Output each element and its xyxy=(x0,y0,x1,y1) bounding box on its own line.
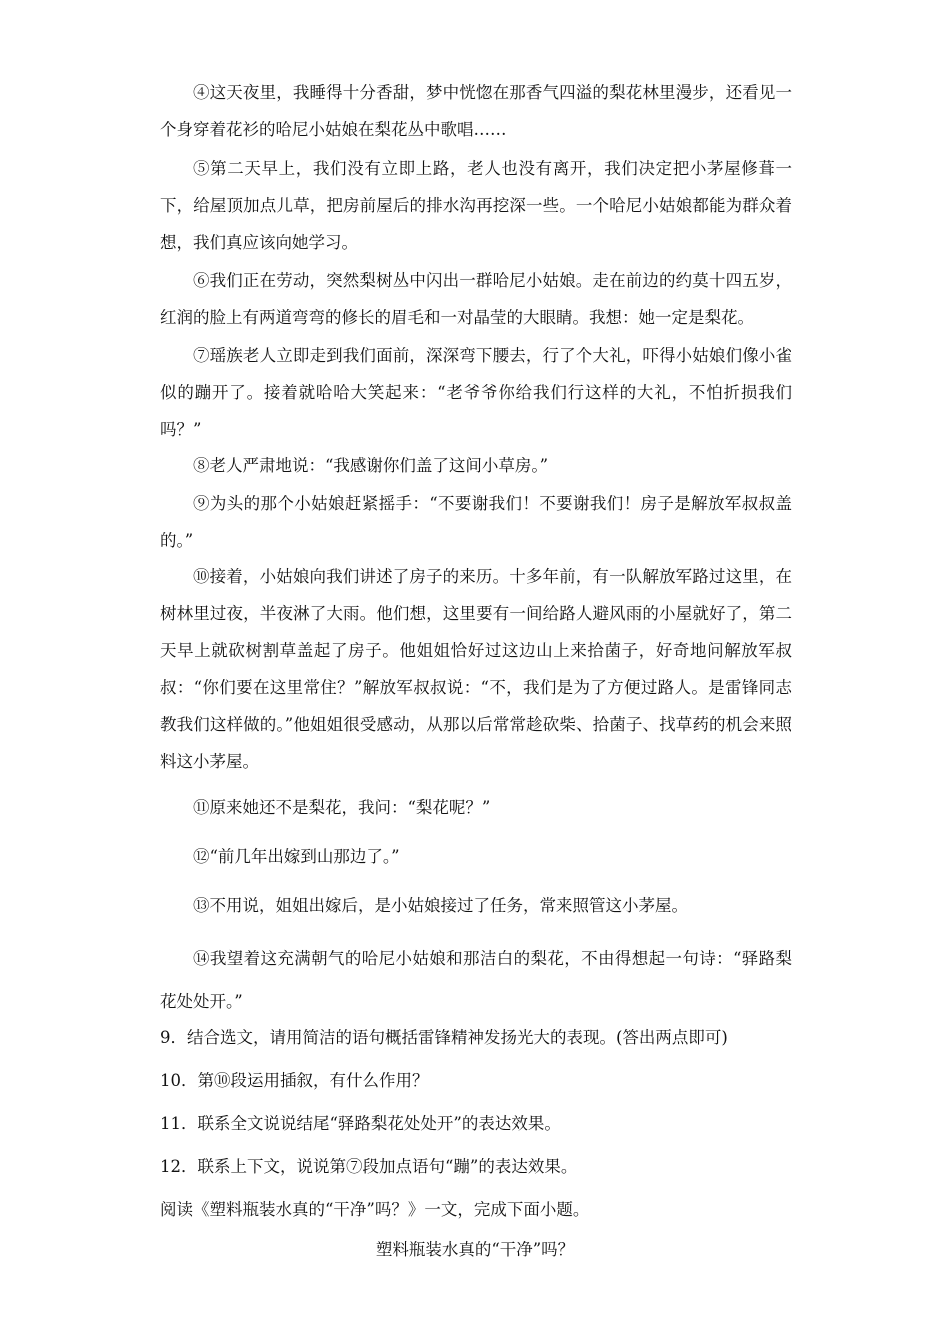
question-12: 12．联系上下文，说说第⑦段加点语句“蹦”的表达效果。 xyxy=(160,1157,578,1176)
paragraph-9: ⑨为头的那个小姑娘赶紧摇手：“不要谢我们！不要谢我们！房子是解放军叔叔盖的。” xyxy=(160,494,792,550)
paragraph-13: ⑬不用说，姐姐出嫁后，是小姑娘接过了任务，常来照管这小茅屋。 xyxy=(193,896,688,915)
paragraph-4: ④这天夜里，我睡得十分香甜，梦中恍惚在那香气四溢的梨花林里漫步，还看见一个身穿着花衫的哈尼小姑娘在梨花丛中歌唱…… xyxy=(160,83,792,139)
paragraph-5: ⑤第二天早上，我们没有立即上路，老人也没有离开，我们决定把小茅屋修葺一下，给屋顶加点儿草，把房前屋后的排水沟再挖深一些。一个哈尼小姑娘都能为群众着想，我们真应该向她学习。 xyxy=(160,159,792,252)
question-11: 11．联系全文说说结尾“驿路梨花处处开”的表达效果。 xyxy=(160,1114,561,1133)
paragraph-7: ⑦瑶族老人立即走到我们面前，深深弯下腰去，行了个大礼，吓得小姑娘们像小雀似的蹦开了。接着就哈哈大笑起来：“老爷爷你给我们行这样的大礼，不怕折损我们吗？” xyxy=(160,346,792,439)
paragraph-14: ⑭我望着这充满朝气的哈尼小姑娘和那洁白的梨花，不由得想起一句诗：“驿路梨花处处开。” xyxy=(160,949,792,1011)
question-9: 9．结合选文，请用简洁的语句概括雷锋精神发扬光大的表现。(答出两点即可) xyxy=(160,1028,728,1047)
article-title: 塑料瓶装水真的“干净”吗？ xyxy=(375,1240,575,1259)
question-10: 10．第⑩段运用插叙，有什么作用？ xyxy=(160,1071,429,1090)
paragraph-6: ⑥我们正在劳动，突然梨树丛中闪出一群哈尼小姑娘。走在前边的约莫十四五岁，红润的脸上有两道弯弯的修长的眉毛和一对晶莹的大眼睛。我想：她一定是梨花。 xyxy=(160,271,792,327)
paragraph-12: ⑫“前几年出嫁到山那边了。” xyxy=(193,847,400,866)
paragraph-10: ⑩接着，小姑娘向我们讲述了房子的来历。十多年前，有一队解放军路过这里，在树林里过夜，半夜淋了大雨。他们想，这里要有一间给路人避风雨的小屋就好了，第二天早上就砍树割草盖起了房子。他姐姐恰好过这边山上来拾菌子，好奇地问解放军叔叔：“你们要在这里常住？”解放军叔叔说：“不，我们是为了方便过路人。是雷锋同志教我们这样做的。”他姐姐很受感动，从那以后常常趁砍柴、拾菌子、找草药的机会来照料这小茅屋。 xyxy=(160,567,792,771)
paragraph-8: ⑧老人严肃地说：“我感谢你们盖了这间小草房。” xyxy=(193,456,549,475)
reading-instruction: 阅读《塑料瓶装水真的“干净”吗？》一文，完成下面小题。 xyxy=(160,1200,590,1219)
paragraph-11: ⑪原来她还不是梨花，我问：“梨花呢？” xyxy=(193,798,491,817)
